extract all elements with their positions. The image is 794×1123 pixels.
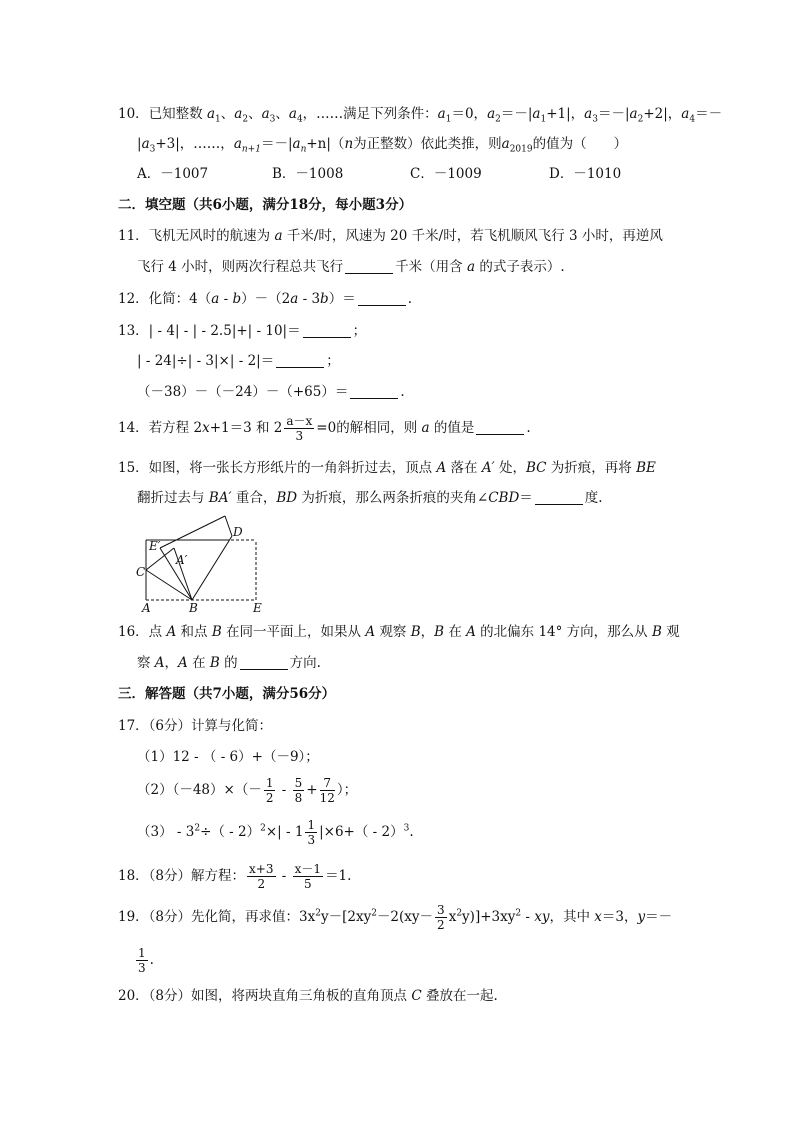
var: a	[141, 136, 150, 152]
text: 的值是	[429, 420, 475, 436]
denominator: 3	[295, 429, 304, 443]
q14-line	[118, 412, 531, 444]
edge-top-D	[225, 516, 232, 536]
text: y)]+3xy	[462, 909, 516, 925]
text: 处，	[494, 460, 526, 476]
text: .	[400, 384, 405, 400]
text: ，	[420, 624, 435, 640]
text: 在	[444, 624, 467, 640]
text: -	[277, 782, 291, 798]
var: n	[344, 136, 354, 152]
fraction	[293, 862, 323, 891]
var: a	[261, 106, 270, 122]
sub: 1	[215, 114, 221, 125]
text: .	[149, 952, 154, 968]
var: a	[681, 106, 690, 122]
text: ）－（2	[241, 291, 291, 307]
var: A′	[481, 460, 495, 476]
text: ；	[352, 323, 367, 339]
numerator: 1	[138, 946, 146, 960]
var: x	[202, 420, 210, 436]
text: ，其中	[549, 909, 595, 925]
text: ＝－|	[500, 106, 533, 122]
q19-line1	[118, 899, 672, 935]
sub: 3	[592, 114, 598, 125]
var: A	[154, 655, 165, 671]
text: | - 24|÷| - 3|×| - 2|＝	[137, 353, 275, 369]
text: 叠放在一起.	[421, 988, 498, 1004]
var: B	[209, 655, 220, 671]
q17-part1: （1）12 - （ - 6）+（－9）；	[137, 749, 319, 765]
answer-blank[interactable]	[240, 655, 288, 670]
text: 飞行 4 小时，则两次行程总共飞行	[137, 259, 344, 275]
text: 20．（8分）如图，将两块直角三角板的直角顶点	[118, 988, 412, 1004]
text: ＝－|	[597, 106, 630, 122]
text: 察	[137, 655, 155, 671]
option-d[interactable]: D．－1010	[549, 166, 622, 182]
answer-blank[interactable]	[276, 353, 324, 368]
text: 、	[220, 106, 235, 122]
sub: n	[300, 144, 307, 155]
denominator: 3	[307, 833, 316, 847]
q11-line2	[137, 257, 565, 277]
sup: 2	[515, 908, 522, 919]
denominator: 12	[319, 791, 335, 805]
option-a[interactable]: A．－1007	[137, 166, 209, 182]
sup: 2	[456, 908, 463, 919]
text: 的北偏东 14° 方向，那么从	[475, 624, 652, 640]
var: BC	[525, 460, 547, 476]
sup: 2	[260, 823, 266, 834]
text: 19．（8分）先化简，再求值：	[118, 909, 300, 925]
text: 千米/时，风速为 20 千米/时，若飞机顺风飞行 3 小时，再逆风	[282, 228, 663, 244]
text: 度.	[584, 490, 603, 506]
sub: 3	[269, 114, 276, 125]
text: 在	[187, 655, 210, 671]
text: 和点	[176, 624, 212, 640]
numerator: 5	[294, 776, 303, 790]
fold-figure	[130, 512, 270, 616]
text: - 3	[298, 291, 321, 307]
q18-line	[118, 858, 351, 894]
q10-number: 10．	[118, 106, 149, 122]
q13-line2	[137, 351, 340, 371]
q16-line2	[137, 653, 321, 673]
text: 15．如图，将一张长方形纸片的一角斜折过去，顶点	[118, 460, 437, 476]
var: a	[288, 106, 297, 122]
var: a	[290, 291, 299, 307]
sub: 4	[689, 114, 696, 125]
section-2-heading: 二．填空题（共6小题，满分18分，每小题3分）	[118, 197, 413, 213]
q17-part2	[137, 772, 357, 808]
label-B: B	[189, 601, 198, 615]
var: x	[594, 909, 602, 925]
var: y	[637, 909, 646, 925]
text: 、	[275, 106, 289, 122]
numerator: 1	[307, 818, 316, 832]
var: B	[651, 624, 662, 640]
text: 翻折过去与	[137, 490, 209, 506]
sup: 2	[371, 908, 377, 919]
text: 、	[248, 106, 262, 122]
numerator: 1	[265, 776, 274, 790]
fraction	[284, 414, 314, 443]
var: b	[232, 291, 242, 307]
sub: 1	[540, 114, 547, 125]
text: （2）（－48）×（－	[137, 782, 262, 798]
var: B	[211, 624, 222, 640]
text: 的值为（ ）	[532, 136, 628, 152]
label-A-prime: A′	[176, 553, 188, 567]
denominator: 2	[257, 877, 266, 891]
text: ，	[164, 655, 179, 671]
answer-blank[interactable]	[345, 259, 393, 274]
text: .	[526, 420, 531, 436]
text: +3|，……，	[155, 136, 234, 152]
answer-blank[interactable]	[535, 490, 583, 505]
text: +2|，	[643, 106, 682, 122]
sub: 1	[445, 114, 452, 125]
q13-line3	[137, 382, 405, 402]
sub: 2	[637, 114, 644, 125]
text: 16．点	[118, 624, 167, 640]
text: -	[277, 868, 291, 884]
option-c[interactable]: C．－1009	[410, 166, 482, 182]
q10-options	[0, 164, 794, 184]
crease-BC	[146, 570, 192, 600]
sup: 2	[315, 908, 321, 919]
var: BE	[636, 460, 656, 476]
label-A: A	[142, 601, 151, 615]
text: y－[2xy	[320, 909, 372, 925]
text: 千米（用含	[395, 259, 467, 275]
var: a	[292, 136, 301, 152]
answer-blank[interactable]	[358, 291, 406, 306]
var: a	[487, 106, 496, 122]
var: a	[501, 136, 510, 152]
sub: 2019	[509, 144, 533, 155]
text: .	[407, 291, 412, 307]
text: =0的解相同，则	[316, 420, 422, 436]
text: 为正整数）依此类推，则	[353, 136, 502, 152]
q11-line1	[118, 226, 663, 246]
var: C	[411, 988, 422, 1004]
text: ＝3，	[601, 909, 638, 925]
fraction	[435, 903, 447, 932]
q10-line1	[118, 104, 722, 124]
q20-line	[118, 986, 498, 1006]
edge-E1-top	[160, 516, 225, 548]
var: a	[437, 106, 446, 122]
text: ＝－	[645, 909, 673, 925]
text: ；	[326, 353, 340, 369]
text: ）；	[336, 782, 358, 798]
fraction	[293, 776, 305, 805]
text: -	[521, 909, 535, 925]
numerator: a－x	[286, 414, 313, 428]
var: xy	[534, 909, 550, 925]
var: A	[166, 624, 177, 640]
var: a	[274, 228, 283, 244]
var: b	[320, 291, 329, 307]
q15-line1	[118, 458, 656, 478]
sub: 2	[242, 114, 249, 125]
text: 观	[661, 624, 680, 640]
var: a	[629, 106, 638, 122]
text: 11．飞机无风时的航速为	[118, 228, 275, 244]
text: 为折痕，再将	[546, 460, 637, 476]
text: ）＝	[328, 291, 356, 307]
text: |	[137, 136, 142, 152]
text: 为折痕，那么两条折痕的夹角∠	[297, 490, 489, 506]
var: BA′	[208, 490, 232, 506]
denominator: 2	[437, 918, 445, 932]
answer-blank[interactable]	[476, 420, 524, 435]
sub: 4	[296, 114, 303, 125]
text: +n|（	[306, 136, 345, 152]
text: 观察	[375, 624, 411, 640]
var: BD	[276, 490, 298, 506]
text: ＝	[519, 490, 533, 506]
label-D: D	[233, 525, 243, 539]
var: B	[410, 624, 421, 640]
q16-line1	[118, 622, 680, 642]
text: x	[448, 909, 457, 925]
numerator: 3	[437, 903, 445, 917]
q15-line2	[137, 488, 603, 508]
numerator: 7	[320, 776, 335, 791]
section-3-heading: 三．解答题（共7小题，满分56分）	[118, 686, 336, 702]
fraction	[264, 776, 276, 805]
fraction	[305, 818, 317, 847]
var: a	[421, 420, 430, 436]
denominator: 8	[294, 791, 303, 805]
q17-heading: 17．（6分）计算与化简：	[118, 718, 273, 734]
text: .	[409, 824, 414, 840]
text: 3x	[299, 909, 316, 925]
sub: 3	[149, 144, 156, 155]
text: （－38）－（－24）－（+65）＝	[137, 384, 349, 400]
text: ＝－|	[260, 136, 293, 152]
text: ＝0，	[451, 106, 488, 122]
text: 落在	[446, 460, 482, 476]
sub: n+1	[241, 144, 261, 155]
q12-line	[118, 289, 412, 309]
text: 已知整数	[148, 106, 207, 122]
fraction	[136, 946, 148, 975]
denominator: 5	[304, 877, 312, 891]
var: a	[233, 136, 242, 152]
q13-line1	[118, 321, 366, 341]
var: a	[211, 291, 220, 307]
option-b[interactable]: B．－1008	[272, 166, 344, 182]
var: a	[234, 106, 243, 122]
text: 12．化简：4（	[118, 291, 212, 307]
text: 18．（8分）解方程：	[118, 868, 246, 884]
var: B	[434, 624, 445, 640]
text: 的	[219, 655, 238, 671]
numerator: x－1	[294, 862, 322, 876]
crease-BD	[192, 536, 232, 600]
numerator: x+3	[249, 862, 274, 876]
text: ＝－	[695, 106, 723, 122]
sup: 3	[403, 823, 410, 834]
var: A	[466, 624, 476, 640]
var: A	[365, 624, 376, 640]
label-C: C	[136, 565, 146, 579]
text: （3） - 3	[137, 824, 195, 840]
text: －2(xy－	[376, 909, 434, 925]
text: ÷（ - 2）	[200, 824, 261, 840]
text: +1＝3 和 2	[209, 420, 283, 436]
text: -	[219, 291, 233, 307]
label-E: E	[253, 601, 262, 615]
text: ，……满足下列条件：	[302, 106, 438, 122]
text: 方向.	[289, 655, 321, 671]
var: a	[466, 259, 476, 275]
text: 13．| - 4| - | - 2.5|+| - 10|＝	[118, 323, 301, 339]
text: 14．若方程 2	[118, 420, 203, 436]
var: a	[584, 106, 593, 122]
text: ×| - 1	[265, 824, 304, 840]
answer-blank[interactable]	[303, 323, 351, 338]
fraction	[320, 776, 335, 805]
sup: 2	[194, 823, 201, 834]
q17-part3	[137, 814, 414, 850]
text: 重合，	[231, 490, 277, 506]
var: A	[178, 655, 188, 671]
text: |×6+（ - 2）	[319, 824, 404, 840]
text: 的式子表示）.	[475, 259, 565, 275]
text: +	[306, 782, 318, 798]
text: +1|，	[546, 106, 585, 122]
q10-line2	[137, 134, 627, 154]
var: a	[532, 106, 541, 122]
var: A	[436, 460, 447, 476]
sub: 2	[495, 114, 501, 125]
text: ＝1.	[325, 868, 352, 884]
denominator: 3	[138, 961, 146, 975]
answer-blank[interactable]	[350, 384, 398, 399]
fraction	[247, 862, 275, 891]
text: 在同一平面上，如果从	[221, 624, 366, 640]
var: a	[206, 106, 216, 122]
label-E-prime: E′	[149, 539, 161, 553]
var: CBD	[488, 490, 520, 506]
denominator: 2	[265, 791, 274, 805]
q19-line2	[134, 942, 154, 978]
